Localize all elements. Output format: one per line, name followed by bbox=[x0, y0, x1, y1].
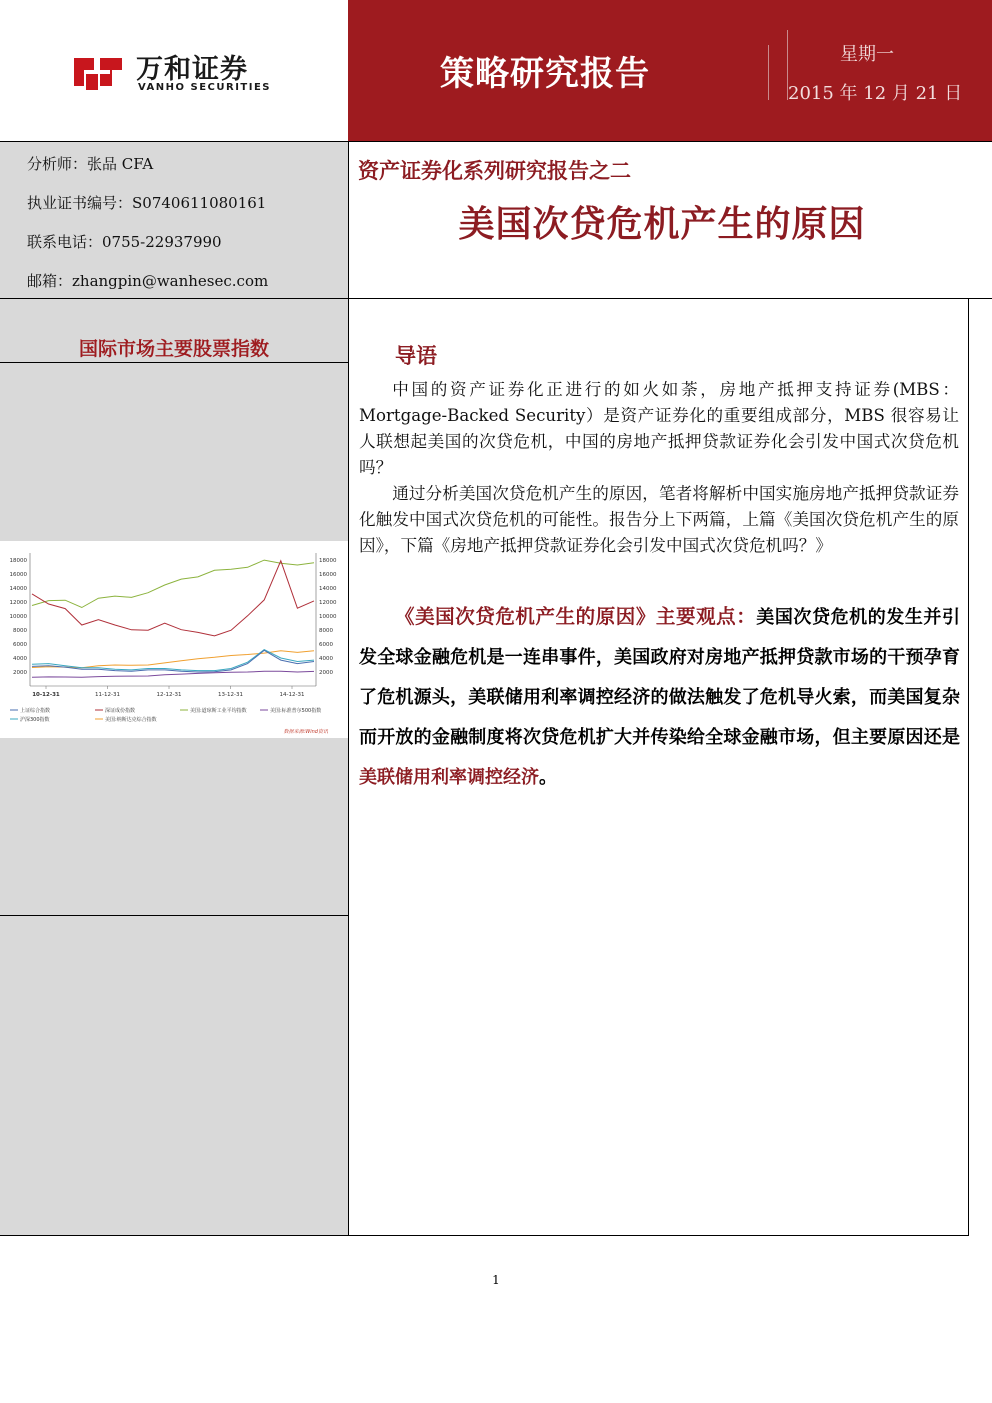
key-points-text: 美国次贷危机的发生并引发全球金融危机是一连串事件，美国政府对房地产抵押贷款市场的干预孕育了危机源头，美联储用利率调控经济的做法触发了危机导火索，而美国复杂而开放的金融制度将次贷危机扩大并传染给全球金融市场，但主要原因还是 bbox=[359, 607, 960, 748]
y-tick-label: 12000 bbox=[319, 600, 337, 606]
series-line bbox=[32, 671, 314, 677]
y-tick-label: 14000 bbox=[319, 586, 337, 592]
report-type: 策略研究报告 bbox=[440, 54, 650, 94]
section-heading: 导语 bbox=[395, 344, 437, 368]
company-name-cn: 万和证券 bbox=[136, 54, 248, 85]
y-tick-label: 4000 bbox=[319, 656, 333, 662]
divider bbox=[0, 298, 992, 299]
key-points-lead: 《美国次贷危机产生的原因》主要观点： bbox=[395, 605, 757, 628]
legend-label: 美国:道琼斯工业平均指数 bbox=[190, 708, 247, 714]
y-tick-label: 18000 bbox=[319, 558, 337, 564]
analyst-license: 执业证书编号：S0740611080161 bbox=[27, 194, 267, 212]
y-tick-label: 16000 bbox=[9, 572, 27, 578]
company-name-en: VANHO SECURITIES bbox=[138, 82, 272, 93]
y-tick-label: 2000 bbox=[319, 670, 333, 676]
legend-label: 美国:标准普尔500指数 bbox=[270, 708, 322, 714]
sidebar-panel bbox=[0, 363, 348, 541]
key-points-end: 。 bbox=[539, 767, 557, 788]
series-line bbox=[32, 561, 314, 636]
legend-label: 上证综合指数 bbox=[20, 708, 51, 714]
y-tick-label: 10000 bbox=[319, 614, 337, 620]
legend-label: 美国:纳斯达克综合指数 bbox=[105, 717, 157, 723]
x-tick-label: 11-12-31 bbox=[95, 692, 120, 698]
report-title: 美国次贷危机产生的原因 bbox=[458, 204, 866, 245]
intro-paragraph: 中国的资产证券化正进行的如火如荼，房地产抵押支持证券(MBS：Mortgage-Backed Security）是资产证券化的重要组成部分，MBS 很容易让人联想起美国的次贷危机，中国的房地产抵押贷款证券化会引发中国式次贷危机吗？ bbox=[359, 380, 959, 477]
key-points bbox=[359, 597, 960, 798]
legend-label: 沪深300指数 bbox=[20, 717, 50, 723]
y-tick-label: 14000 bbox=[9, 586, 27, 592]
page-number: 1 bbox=[492, 1273, 500, 1287]
series-title: 资产证券化系列研究报告之二 bbox=[358, 159, 631, 183]
y-tick-label: 12000 bbox=[9, 600, 27, 606]
intro-paragraph: 通过分析美国次贷危机产生的原因，笔者将解析中国实施房地产抵押贷款证券化触发中国式次贷危机的可能性。报告分上下两篇，上篇《美国次贷危机产生的原因》，下篇《房地产抵押贷款证券化会引发中国式次贷危机吗？》 bbox=[359, 484, 959, 555]
analyst-email: 邮箱：zhangpin@wanhesec.com bbox=[27, 272, 269, 290]
x-tick-label: 13-12-31 bbox=[218, 692, 243, 698]
divider bbox=[0, 915, 348, 916]
legend-label: 深证成份指数 bbox=[105, 708, 136, 714]
analyst-phone: 联系电话：0755-22937990 bbox=[27, 233, 222, 251]
report-date: 2015 年 12 月 21 日 bbox=[788, 83, 963, 104]
y-tick-label: 2000 bbox=[13, 670, 27, 676]
divider bbox=[0, 1235, 969, 1236]
y-tick-label: 8000 bbox=[13, 628, 27, 634]
y-tick-label: 18000 bbox=[9, 558, 27, 564]
sidebar-title: 国际市场主要股票指数 bbox=[78, 338, 269, 360]
page-border bbox=[968, 298, 969, 1236]
y-tick-label: 8000 bbox=[319, 628, 333, 634]
divider bbox=[0, 362, 348, 363]
y-tick-label: 4000 bbox=[13, 656, 27, 662]
report-weekday: 星期一 bbox=[840, 44, 894, 65]
index-chart bbox=[0, 541, 348, 738]
column-divider bbox=[348, 141, 349, 1236]
x-tick-label: 12-12-31 bbox=[156, 692, 182, 698]
x-tick-label: 10-12-31 bbox=[32, 692, 60, 698]
chart-source: 数据来源:Wind资讯 bbox=[283, 729, 328, 735]
series-line bbox=[32, 560, 314, 607]
analyst-name: 分析师：张品 CFA bbox=[27, 155, 154, 173]
y-tick-label: 6000 bbox=[319, 642, 333, 648]
sidebar-panel bbox=[0, 738, 348, 1235]
logo-mark-icon bbox=[70, 50, 126, 94]
y-tick-label: 16000 bbox=[319, 572, 337, 578]
x-tick-label: 14-12-31 bbox=[279, 692, 305, 698]
y-tick-label: 6000 bbox=[13, 642, 27, 648]
key-points-highlight: 美联储用利率调控经济 bbox=[359, 767, 539, 788]
y-tick-label: 10000 bbox=[9, 614, 27, 620]
header-divider bbox=[768, 45, 769, 100]
divider bbox=[0, 141, 992, 142]
